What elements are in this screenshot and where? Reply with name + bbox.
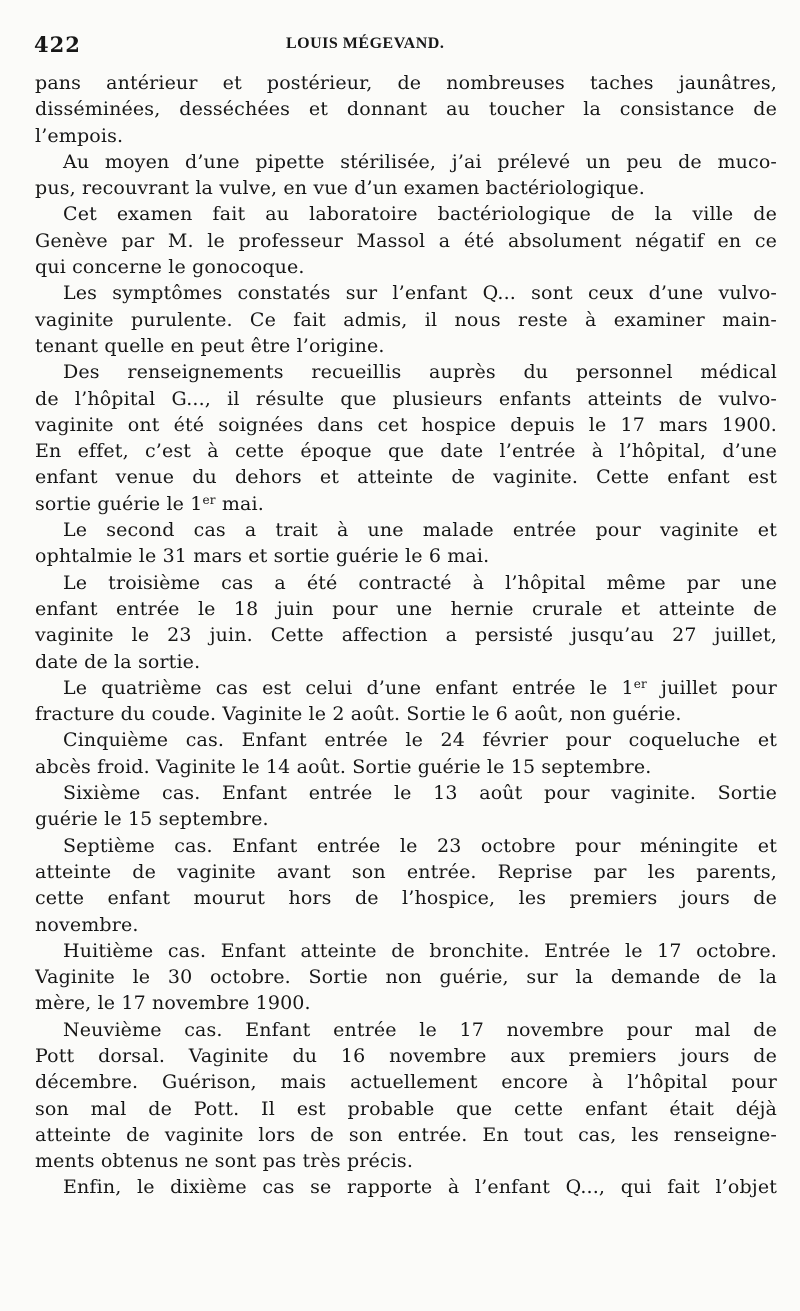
text-line: Le second cas a trait à une malade entrée pour vaginite et [63, 519, 777, 542]
text-line: de l’hôpital G..., il résulte que plusieurs enfants atteints de vulvo- [35, 387, 777, 410]
text-line: Cet examen fait au laboratoire bactériologique de la ville de [63, 203, 777, 226]
text-line: ophtalmie le 31 mars et sortie guérie le 6 mai. [35, 545, 490, 568]
text-line: tenant quelle en peut être l’origine. [35, 334, 385, 357]
text-line: cette enfant mourut hors de l’hospice, les premiers jours de [35, 887, 777, 910]
text-line: ments obtenus ne sont pas très précis. [35, 1150, 414, 1173]
text-line: pus, recouvrant la vulve, en vue d’un examen bactériologique. [35, 177, 645, 200]
body-text [35, 70, 777, 1201]
text-line: Vaginite le 30 octobre. Sortie non guérie, sur la demande de la [35, 966, 777, 989]
text-line: Le quatrième cas est celui d’une enfant entrée le 1er juillet pour [63, 676, 777, 699]
text-line: Enfin, le dixième cas se rapporte à l’enfant Q..., qui fait l’objet [63, 1176, 777, 1199]
text-line: novembre. [35, 913, 139, 936]
text-line: enfant venue du dehors et atteinte de vaginite. Cette enfant est [35, 466, 777, 489]
text-line: Neuvième cas. Enfant entrée le 17 novembre pour mal de [63, 1018, 777, 1041]
text-line: abcès froid. Vaginite le 14 août. Sortie guérie le 15 septembre. [35, 755, 652, 778]
running-head: LOUIS MÉGEVAND. [286, 35, 445, 52]
text-line: Au moyen d’une pipette stérilisée, j’ai prélevé un peu de muco- [63, 150, 777, 173]
page-number: 422 [34, 32, 81, 57]
text-line: Genève par M. le professeur Massol a été absolument négatif en ce [35, 229, 777, 252]
text-line: disséminées, desséchées et donnant au toucher la consistance de [35, 98, 777, 121]
text-line: son mal de Pott. Il est probable que cette enfant était déjà [35, 1097, 777, 1120]
text-line: fracture du coude. Vaginite le 2 août. Sortie le 6 août, non guérie. [35, 703, 682, 726]
text-line: guérie le 15 septembre. [35, 808, 269, 831]
text-line: vaginite purulente. Ce fait admis, il nous reste à examiner main- [35, 308, 777, 331]
text-line: mère, le 17 novembre 1900. [35, 992, 311, 1015]
text-line: pans antérieur et postérieur, de nombreuses taches jaunâtres, [35, 72, 777, 94]
text-line: Septième cas. Enfant entrée le 23 octobre pour méningite et [63, 834, 777, 857]
text-line: Sixième cas. Enfant entrée le 13 août pour vaginite. Sortie [63, 782, 777, 805]
text-line: Huitième cas. Enfant atteinte de bronchite. Entrée le 17 octobre. [63, 939, 777, 962]
text-line: sortie guérie le 1er mai. [35, 492, 264, 515]
text-line: qui concerne le gonocoque. [35, 256, 305, 279]
text-line: En effet, c’est à cette époque que date l’entrée à l’hôpital, d’une [35, 440, 777, 463]
text-line: atteinte de vaginite lors de son entrée. En tout cas, les renseigne- [35, 1123, 777, 1146]
text-line: l’empois. [35, 124, 124, 147]
text-line: Les symptômes constatés sur l’enfant Q... sont ceux d’une vulvo- [63, 282, 777, 305]
text-line: décembre. Guérison, mais actuellement encore à l’hôpital pour [35, 1071, 777, 1094]
text-line: Le troisième cas a été contracté à l’hôpital même par une [63, 571, 777, 594]
text-line: Des renseignements recueillis auprès du personnel médical [63, 361, 777, 384]
text-line: enfant entrée le 18 juin pour une hernie crurale et atteinte de [35, 597, 777, 620]
text-line: Pott dorsal. Vaginite du 16 novembre aux premiers jours de [35, 1044, 777, 1067]
text-line: atteinte de vaginite avant son entrée. Reprise par les parents, [35, 860, 777, 883]
text-line: vaginite ont été soignées dans cet hospice depuis le 17 mars 1900. [35, 413, 777, 436]
text-line: vaginite le 23 juin. Cette affection a persisté jusqu’au 27 juillet, [35, 624, 777, 647]
text-line: date de la sortie. [35, 650, 201, 673]
page-header [34, 32, 774, 62]
text-line: Cinquième cas. Enfant entrée le 24 février pour coqueluche et [63, 729, 777, 752]
